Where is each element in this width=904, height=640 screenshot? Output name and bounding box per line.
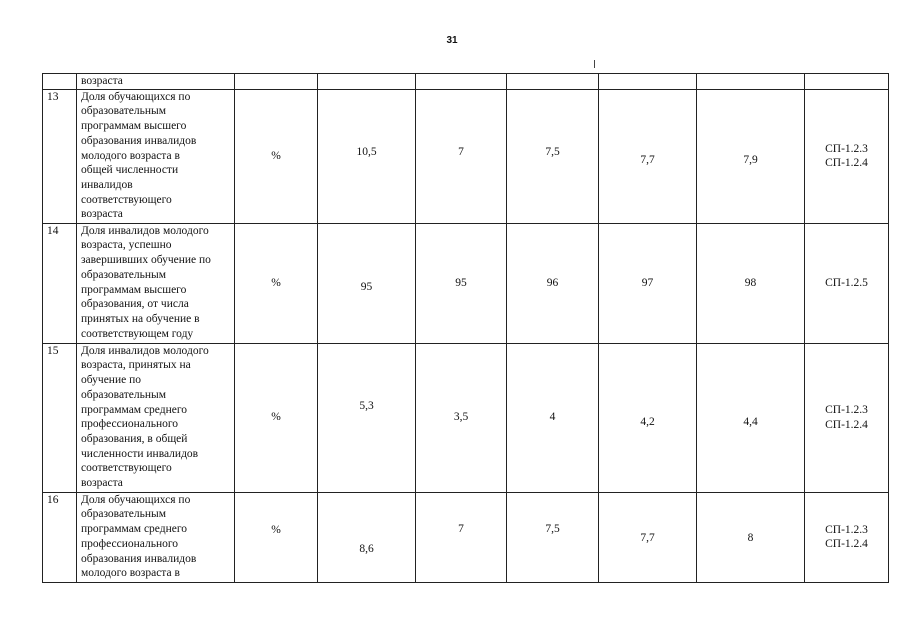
- cell-name: Доля инвалидов молодого возраста, принятых на обучение по образовательным программам среднего профессионального образования, в общей численности инвалидов соответствующего возраста: [77, 343, 235, 492]
- cell-num: 14: [43, 223, 77, 343]
- cell-unit: %: [235, 223, 318, 343]
- cell-num: 15: [43, 343, 77, 492]
- cell-name: Доля обучающихся по образовательным программам среднего профессионального образования инвалидов молодого возраста в: [77, 492, 235, 582]
- cell-value: 7: [416, 492, 507, 582]
- cell-value: 4,4: [697, 343, 805, 492]
- cell-value: 7: [416, 89, 507, 223]
- cell-value: 7,5: [507, 492, 599, 582]
- table-row-continued: [43, 74, 889, 90]
- cell-num: 13: [43, 89, 77, 223]
- cell-value: 4: [507, 343, 599, 492]
- indicators-table: [42, 73, 889, 583]
- page-number: 31: [446, 35, 458, 46]
- cell-value: 7,7: [599, 492, 697, 582]
- cell-unit: %: [235, 492, 318, 582]
- cell-value: 95: [318, 223, 416, 343]
- cell-value: 10,5: [318, 89, 416, 223]
- cell-value: 7,5: [507, 89, 599, 223]
- cell-value: 7,7: [599, 89, 697, 223]
- cell-code: СП-1.2.3 СП-1.2.4: [805, 492, 889, 582]
- cell-value: 8,6: [318, 492, 416, 582]
- cell-code: СП-1.2.3 СП-1.2.4: [805, 343, 889, 492]
- table-row: [43, 343, 889, 492]
- cell-value: 7,9: [697, 89, 805, 223]
- cell-unit: %: [235, 343, 318, 492]
- cell-value: 3,5: [416, 343, 507, 492]
- cell-value: 95: [416, 223, 507, 343]
- cell-value: 4,2: [599, 343, 697, 492]
- table-row: [43, 492, 889, 582]
- cell-code: СП-1.2.5: [805, 223, 889, 343]
- cell-value: 98: [697, 223, 805, 343]
- scan-mark: [594, 60, 595, 68]
- cell-code: СП-1.2.3 СП-1.2.4: [805, 89, 889, 223]
- cell-num: 16: [43, 492, 77, 582]
- cell-num: [43, 74, 77, 90]
- cell-name: Доля инвалидов молодого возраста, успешно завершивших обучение по образовательным программам высшего образования, от числа принятых на обучение в соответствующем году: [77, 223, 235, 343]
- cell-value: 5,3: [318, 343, 416, 492]
- cell-value: 96: [507, 223, 599, 343]
- cell-name: возраста: [77, 74, 235, 90]
- cell-value: 97: [599, 223, 697, 343]
- cell-value: 8: [697, 492, 805, 582]
- table-row: [43, 223, 889, 343]
- cell-unit: %: [235, 89, 318, 223]
- cell-name: Доля обучающихся по образовательным программам высшего образования инвалидов молодого возраста в общей численности инвалидов соответствующего возраста: [77, 89, 235, 223]
- table-row: [43, 89, 889, 223]
